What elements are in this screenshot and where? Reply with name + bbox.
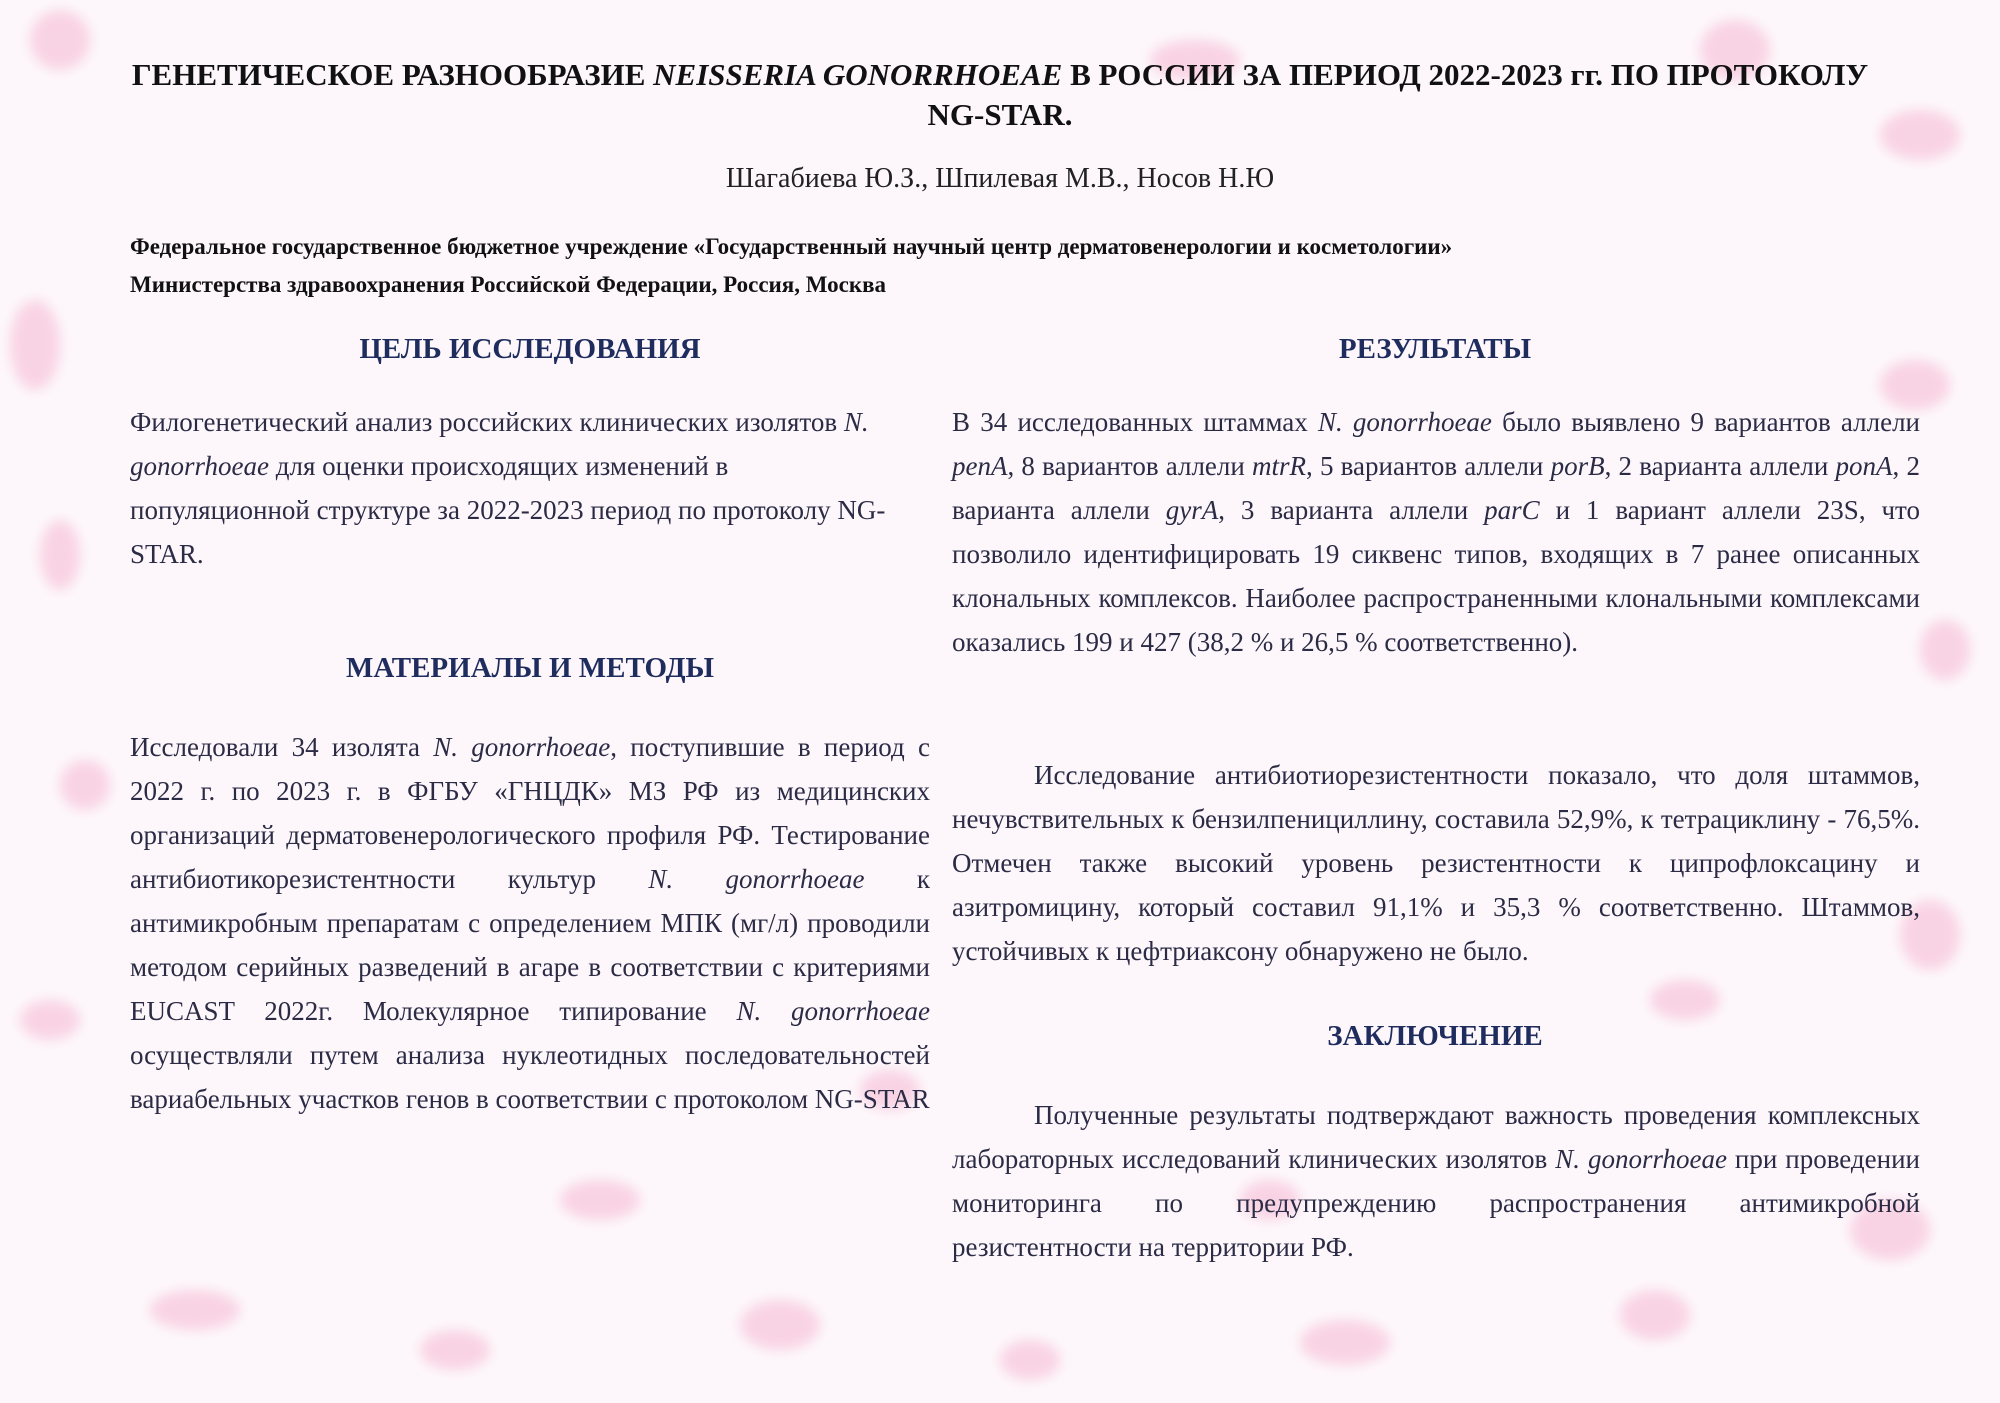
results-text-1: В 34 исследованных штаммах N. gonorrhoeae было выявлено 9 вариантов аллели penA, 8 вариантов аллели mtrR, 5 вариантов аллели porB, 2 варианта аллели ponA, 2 варианта аллели gyrA, 3 варианта аллели parC и 1 вариант аллели 23S, что позволило идентифицировать 19 сиквенс типов, входящих в 7 ранее описанных клональных комплексов. Наиболее распространенными клональными комплексами оказались 199 и 427 (38,2 % и 26,5 % соответственно).	[952, 407, 1921, 657]
affiliation-line-1: Федеральное государственное бюджетное учреждение «Государственный научный центр дерматовенерологии и косметологии»	[130, 234, 1453, 259]
affiliation-line-2: Министерства здравоохранения Российской Федерации, Россия, Москва	[130, 272, 887, 297]
results-text-2: Исследование антибиотиорезистентности показало, что доля штаммов, нечувствительных к бензилпенициллину, составила 52,9%, к тетрациклину - 76,5%. Отмечен также высокий уровень резистентности к ципрофлоксацину и азитромицину, который составил 91,1% и 35,3 % соответственно. Штаммов, устойчивых к цефтриаксону обнаружено не было.	[952, 760, 1920, 966]
aim-text: Филогенетический анализ российских клинических изолятов N. gonorrhoeae для оценки происходящих изменений в популяционной структуре за 2022-2023 период по протоколу NG-STAR.	[130, 407, 886, 569]
affiliation	[130, 228, 1890, 304]
conclusion-text: Полученные результаты подтверждают важность проведения комплексных лабораторных исследований клинических изолятов N. gonorrhoeae при проведении мониторинга по предупреждению распространения антимикробной резистентности на территории РФ.	[952, 1100, 1920, 1262]
methods-text: Исследовали 34 изолята N. gonorrhoeae, поступившие в период с 2022 г. по 2023 г. в ФГБУ «ГНЦДК» МЗ РФ из медицинских организаций дерматовенерологического профиля РФ. Тестирование антибиотикорезистентности культур N. gonorrhoeae к антимикробным препаратам с определением МПК (мг/л) проводили методом серийных разведений в агаре в соответствии с критериями EUCAST 2022г. Молекулярное типирование N. gonorrhoeae осуществляли путем анализа нуклеотидных последовательностей вариабельных участков генов в соответствии с протоколом NG-STAR	[130, 732, 930, 1114]
aim-heading: ЦЕЛЬ ИССЛЕДОВАНИЯ	[359, 333, 701, 365]
authors: Шагабиева Ю.З., Шпилевая М.В., Носов Н.Ю	[725, 163, 1275, 194]
results-heading: РЕЗУЛЬТАТЫ	[1338, 333, 1532, 365]
poster-title: ГЕНЕТИЧЕСКОЕ РАЗНООБРАЗИЕ NEISSERIA GONORRHOEAE В РОССИИ ЗА ПЕРИОД 2022-2023 гг. ПО ПРОТОКОЛУ NG-STAR.	[131, 57, 1869, 132]
methods-heading: МАТЕРИАЛЫ И МЕТОДЫ	[345, 652, 715, 684]
conclusion-heading: ЗАКЛЮЧЕНИЕ	[1327, 1020, 1543, 1052]
